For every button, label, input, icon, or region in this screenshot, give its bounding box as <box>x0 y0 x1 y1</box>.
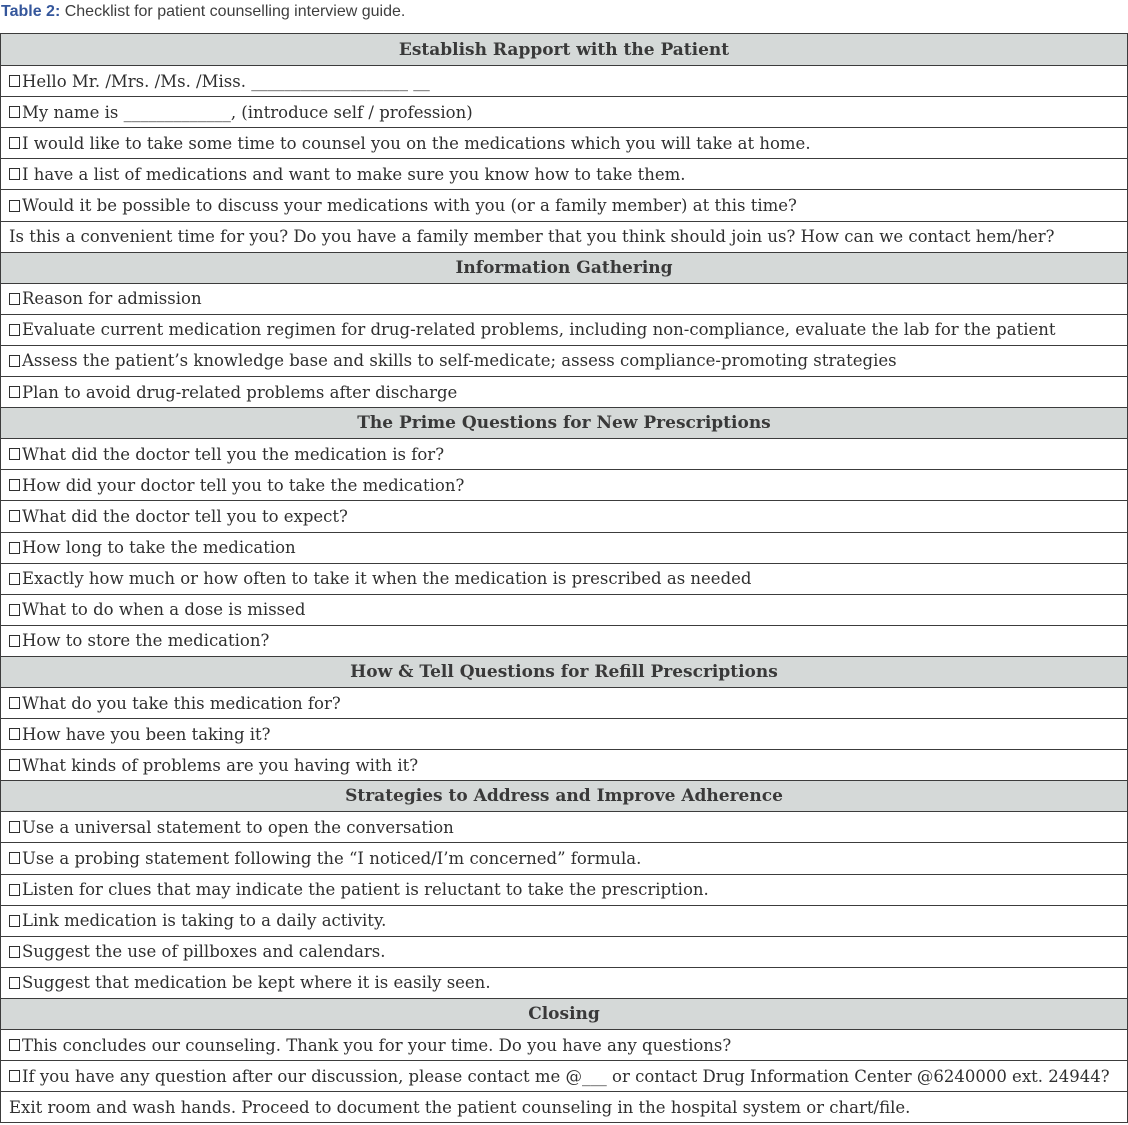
checkbox-icon <box>9 728 20 740</box>
checkbox-icon <box>9 697 20 709</box>
checklist-item-text: What did the doctor tell you the medication is for? <box>22 444 445 464</box>
checkbox-icon <box>9 479 20 491</box>
checklist-item-text: How did your doctor tell you to take the medication? <box>22 475 465 495</box>
checkbox-icon <box>9 448 20 460</box>
checkbox-icon <box>9 168 20 180</box>
checklist-item-text: Would it be possible to discuss your medications with you (or a family member) at this time? <box>22 196 797 216</box>
checklist-row <box>1 594 1127 625</box>
checklist-row <box>1 65 1127 96</box>
checklist-item-text: What to do when a dose is missed <box>22 600 306 620</box>
checkbox-icon <box>9 759 20 771</box>
checklist-row <box>1 874 1127 905</box>
section-header-information-gathering: Information Gathering <box>1 252 1127 283</box>
checklist-row <box>1 283 1127 314</box>
table-caption <box>0 0 1128 33</box>
checklist-item-text: Hello Mr. /Mrs. /Ms. /Miss. ___________________ __ <box>22 71 430 91</box>
checkbox-icon <box>9 977 20 989</box>
checklist-item-text: Reason for admission <box>22 289 202 309</box>
checklist-item-text: Suggest that medication be kept where it is easily seen. <box>22 973 491 993</box>
checkbox-icon <box>9 542 20 554</box>
checklist-row <box>1 376 1127 407</box>
checklist-item-text: What kinds of problems are you having with it? <box>22 755 419 775</box>
checklist-row <box>1 1029 1127 1060</box>
checkbox-icon <box>9 106 20 118</box>
checklist-row <box>1 314 1127 345</box>
checkbox-icon <box>9 200 20 212</box>
checklist-row <box>1 189 1127 220</box>
checkbox-icon <box>9 604 20 616</box>
checkbox-icon <box>9 293 20 305</box>
checklist-item-text: Suggest the use of pillboxes and calendars. <box>22 942 386 962</box>
checklist-item-text: Link medication is taking to a daily activity. <box>22 911 387 931</box>
checklist-item-text: What did the doctor tell you to expect? <box>22 506 348 526</box>
checkbox-icon <box>9 355 20 367</box>
checklist-row <box>1 469 1127 500</box>
checkbox-icon <box>9 635 20 647</box>
checklist-item-text: How long to take the medication <box>22 538 296 558</box>
checkbox-icon <box>9 573 20 585</box>
checklist-row <box>1 563 1127 594</box>
table-caption-label: Table 2: <box>1 3 61 20</box>
checklist-item-text: Exit room and wash hands. Proceed to document the patient counseling in the hospital system or chart/file. <box>9 1097 911 1117</box>
checklist-row <box>1 811 1127 842</box>
checklist-item-text: If you have any question after our discussion, please contact me @___ or contact Drug Information Center @6240000 ext. 24944? <box>22 1066 1110 1086</box>
checklist-row <box>1 687 1127 718</box>
checklist-row <box>1 967 1127 998</box>
checklist-row <box>1 936 1127 967</box>
section-header-how-tell-questions: How & Tell Questions for Refill Prescriptions <box>1 656 1127 687</box>
checklist-row <box>1 842 1127 873</box>
section-header-prime-questions: The Prime Questions for New Prescriptions <box>1 407 1127 438</box>
checklist-row <box>1 127 1127 158</box>
checkbox-icon <box>9 510 20 522</box>
checklist-item-text: Assess the patient’s knowledge base and skills to self-medicate; assess compliance-promoting strategies <box>22 351 897 371</box>
checklist-item-text: Is this a convenient time for you? Do you have a family member that you think should join us? How can we contact hem/her? <box>9 227 1055 247</box>
checkbox-icon <box>9 1070 20 1082</box>
checkbox-icon <box>9 324 20 336</box>
checkbox-icon <box>9 884 20 896</box>
checklist-row <box>1 749 1127 780</box>
checklist-row <box>1 96 1127 127</box>
checklist-row <box>1 438 1127 469</box>
checklist-table <box>0 33 1128 1123</box>
checklist-item-text: What do you take this medication for? <box>22 693 341 713</box>
checklist-item-text: Listen for clues that may indicate the patient is reluctant to take the prescription. <box>22 880 709 900</box>
checklist-item-text: How to store the medication? <box>22 631 270 651</box>
checkbox-icon <box>9 821 20 833</box>
checklist-row <box>1 221 1127 252</box>
checkbox-icon <box>9 915 20 927</box>
checkbox-icon <box>9 1039 20 1051</box>
checklist-row <box>1 1091 1127 1122</box>
section-header-closing: Closing <box>1 998 1127 1029</box>
checklist-item-text: I have a list of medications and want to make sure you know how to take them. <box>22 164 686 184</box>
checklist-item-text: I would like to take some time to counsel you on the medications which you will take at home. <box>22 133 811 153</box>
checklist-item-text: This concludes our counseling. Thank you for your time. Do you have any questions? <box>22 1035 732 1055</box>
checklist-row <box>1 500 1127 531</box>
checkbox-icon <box>9 946 20 958</box>
checklist-item-text: Exactly how much or how often to take it when the medication is prescribed as needed <box>22 569 752 589</box>
checkbox-icon <box>9 75 20 87</box>
checkbox-icon <box>9 852 20 864</box>
table-caption-text: Checklist for patient counselling interview guide. <box>60 3 406 20</box>
section-header-establish-rapport: Establish Rapport with the Patient <box>1 34 1127 65</box>
checklist-item-text: Plan to avoid drug-related problems after discharge <box>22 382 458 402</box>
checklist-row <box>1 345 1127 376</box>
section-header-strategies-adherence: Strategies to Address and Improve Adherence <box>1 780 1127 811</box>
checklist-row <box>1 905 1127 936</box>
checklist-item-text: My name is _____________, (introduce self / profession) <box>22 102 473 122</box>
checklist-item-text: How have you been taking it? <box>22 724 271 744</box>
checklist-row <box>1 1060 1127 1091</box>
checkbox-icon <box>9 386 20 398</box>
checklist-row <box>1 532 1127 563</box>
checklist-row <box>1 625 1127 656</box>
checklist-item-text: Use a probing statement following the “I noticed/I’m concerned” formula. <box>22 848 642 868</box>
checklist-row <box>1 158 1127 189</box>
checklist-item-text: Evaluate current medication regimen for drug-related problems, including non-compliance, evaluate the lab for the patient <box>22 320 1056 340</box>
checklist-row <box>1 718 1127 749</box>
checkbox-icon <box>9 137 20 149</box>
checklist-item-text: Use a universal statement to open the conversation <box>22 817 454 837</box>
